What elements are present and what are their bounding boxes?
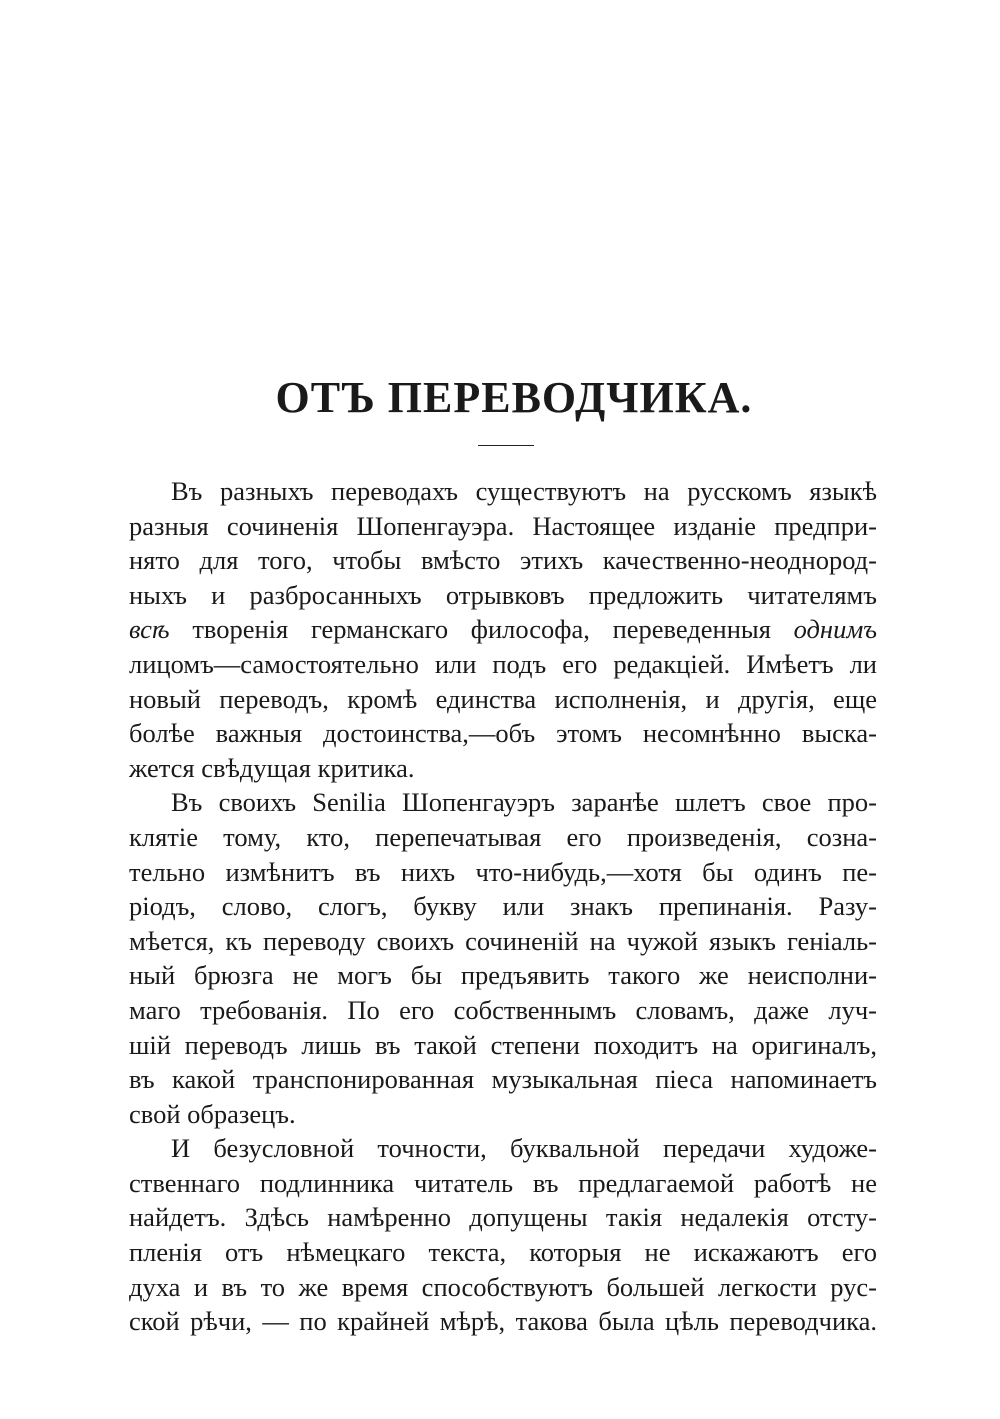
text-line: пленія отъ нѣмецкаго текста, которыя не искажаютъ его [129,1237,877,1268]
text-line: ный брюзга не могъ бы предъявить такого же неисполни- [129,960,877,991]
text-line: жется свѣдущая критика. [129,752,415,783]
page-title: ОТЪ ПЕРЕВОДЧИКА. [275,373,753,422]
text-line: свой образецъ. [129,1098,296,1129]
text-line: лицомъ—самостоятельно или подъ его редакціей. Имѣетъ ли [129,648,877,679]
text-line: Въ своихъ Senilia Шопенгауэръ заранѣе шлетъ свое про- [171,787,877,818]
text-line: Въ разныхъ переводахъ существуютъ на русскомъ языкѣ [171,476,877,506]
text-line: И безусловной точности, буквальной передачи художе- [171,1133,877,1164]
text-line: тельно измѣнитъ въ нихъ что-нибудь,—хотя бы одинъ пе- [129,856,877,887]
text-line: шій переводъ лишь въ такой степени походитъ на оригиналъ, [129,1029,877,1060]
italic-word: всѣ [129,614,170,645]
text-line: въ какой транспонированная музыкальная піеса напоминаетъ [129,1064,877,1095]
paragraph-3 [129,1131,877,1339]
text-line: ственнаго подлинника читатель въ предлагаемой работѣ не [129,1167,877,1198]
text-line: ской рѣчи, — по крайней мѣрѣ, такова была цѣль переводчика. [129,1306,877,1337]
text-fragment: творенія германскаго философа, переведенныя [169,614,794,645]
text-line: новый переводъ, кромѣ единства исполненія, и другія, еще [129,683,877,714]
text-line: разныя сочиненія Шопенгауэра. Настоящее изданіе предпри- [129,510,877,541]
text-line-italic-mixed [129,612,877,647]
paragraph-1 [129,474,877,785]
body-text [129,474,877,1339]
text-line: найдетъ. Здѣсь намѣренно допущены такія недалекія отсту- [129,1202,877,1233]
text-line: ныхъ и разбросанныхъ отрывковъ предложить читателямъ [129,579,877,610]
paragraph-2 [129,785,877,1131]
text-line: маго требованія. По его собственнымъ словамъ, даже луч- [129,994,877,1025]
text-line: клятіе тому, кто, перепечатывая его произведенія, созна- [129,821,877,852]
text-line: духа и въ то же время способствуютъ большей легкости рус- [129,1271,877,1302]
text-line: болѣе важныя достоинства,—объ этомъ несомнѣнно выска- [129,718,877,749]
italic-word: однимъ [793,614,877,645]
text-line: мѣется, къ переводу своихъ сочиненій на чужой языкъ геніаль- [129,925,877,956]
title-rule [478,445,534,446]
text-line: ріодъ, слово, слогъ, букву или знакъ препинанія. Разу- [129,891,877,922]
text-line: нято для того, чтобы вмѣсто этихъ качественно-неоднород- [129,545,877,576]
